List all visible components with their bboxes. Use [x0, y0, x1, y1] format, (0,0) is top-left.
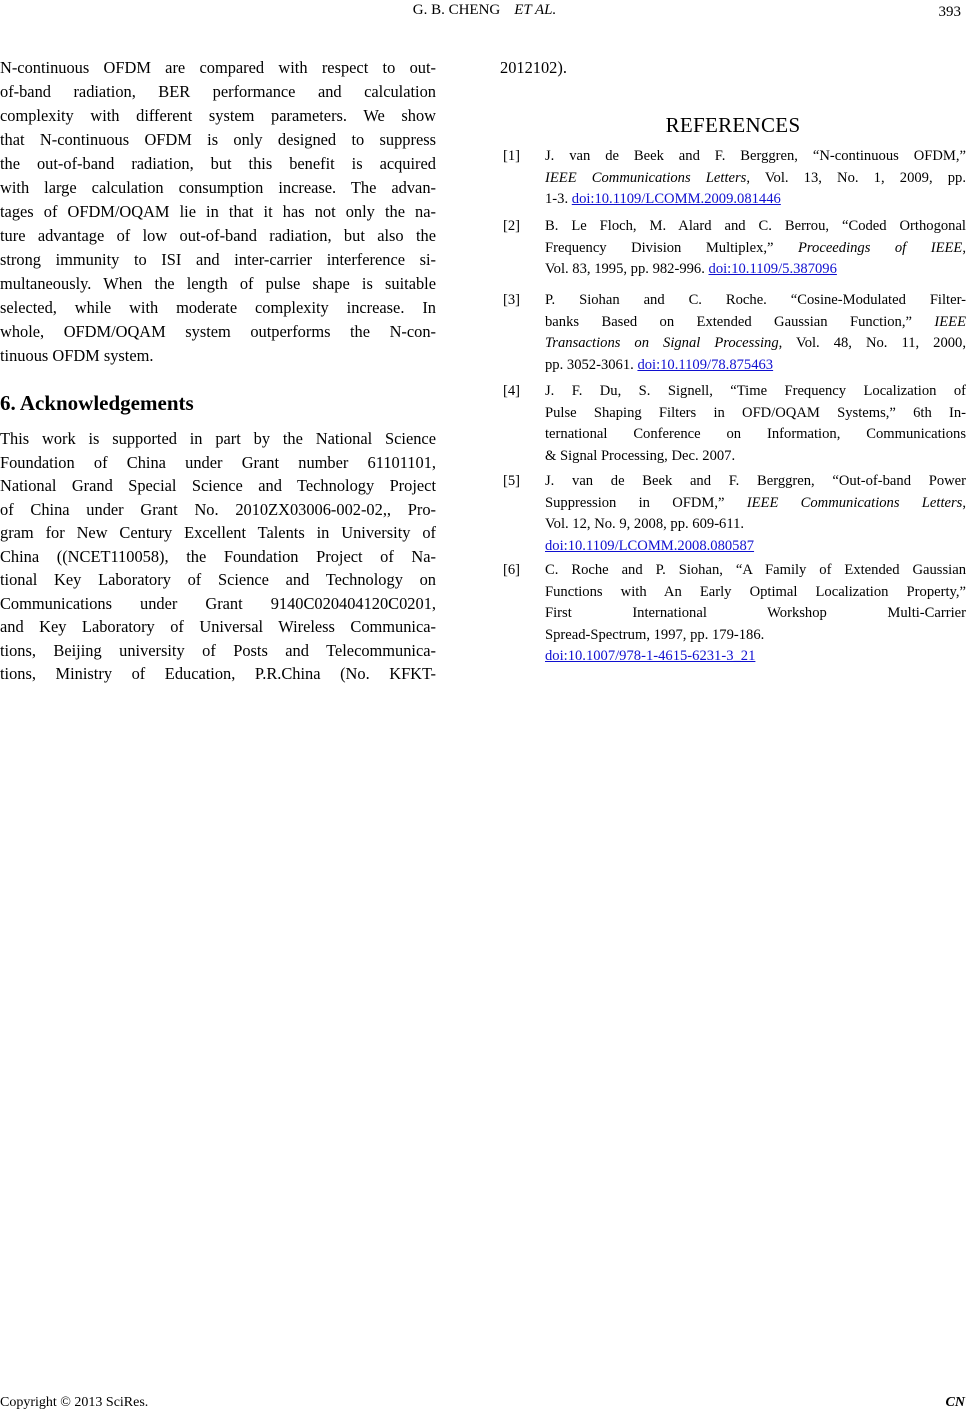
reference-item: [500, 560, 966, 668]
reference-text: C. Roche and P. Siohan, “A Family of Extended Gaussian: [545, 562, 966, 578]
reference-number: [3]: [503, 292, 521, 308]
text-line: complexity with different system parameters. We show: [0, 106, 436, 125]
reference-line: [545, 493, 966, 515]
doi-link[interactable]: doi:10.1007/978-1-4615-6231-3_21: [545, 648, 756, 664]
text-line: selected, while with moderate complexity increase. In: [0, 298, 436, 317]
doi-link[interactable]: doi:10.1109/78.875463: [637, 356, 774, 373]
doi-link[interactable]: doi:10.1109/LCOMM.2009.081446: [571, 191, 781, 207]
reference-text: First International Workshop Multi-Carrier: [545, 605, 966, 621]
reference-line: [545, 403, 966, 425]
reference-line: [545, 238, 966, 260]
references-heading: REFERENCES: [665, 113, 801, 137]
reference-text: & Signal Processing, Dec. 2007.: [545, 447, 736, 464]
journal-title: IEEE Communications Letters: [746, 494, 963, 511]
reference-number: [1]: [503, 148, 521, 164]
reference-line: [545, 381, 966, 403]
reference-text: P. Siohan and C. Roche. “Cosine-Modulated Filter-: [545, 292, 966, 308]
text-line: tions, Beijing university of Posts and Telecommunica-: [0, 640, 436, 660]
reference-number: [2]: [503, 218, 521, 234]
reference-line: [545, 312, 966, 334]
reference-text: , Vol. 48, No. 11, 2000,: [778, 335, 966, 351]
text-line: N-continuous OFDM are compared with respect to out-: [0, 58, 436, 77]
text-line: ture advantage of low out-of-band radiation, but also the: [0, 226, 436, 245]
text-line: the out-of-band radiation, but this benefit is acquired: [0, 154, 436, 173]
reference-line: [545, 146, 966, 168]
reference-number: [4]: [503, 383, 521, 399]
reference-text: B. Le Floch, M. Alard and C. Berrou, “Coded Orthogonal: [545, 218, 966, 234]
reference-line: [545, 560, 966, 582]
journal-title: IEEE: [934, 313, 966, 330]
conclusion-paragraph: [0, 56, 436, 368]
text-line: of China under Grant No. 2010ZX03006-002-02,, Pro-: [0, 499, 436, 519]
text-line: tages of OFDM/OQAM lie in that it has not only the na-: [0, 202, 436, 221]
reference-text: banks Based on Extended Gaussian Function,”: [545, 313, 935, 330]
reference-text: J. F. Du, S. Signell, “Time Frequency Localization of: [545, 383, 966, 399]
page-number: 393: [938, 4, 961, 20]
text-line: gram for New Century Excellent Talents in University of: [0, 523, 436, 542]
text-line: with large calculation consumption increase. The advan-: [0, 178, 436, 197]
reference-text: , Vol. 13, No. 1, 2009, pp.: [746, 169, 966, 186]
reference-text: Vol. 83, 1995, pp. 982-996.: [545, 261, 709, 277]
text-line: that N-continuous OFDM is only designed to suppress: [0, 130, 436, 149]
reference-number: [5]: [503, 473, 521, 489]
journal-title: Proceedings of IEEE: [798, 239, 963, 256]
reference-line: [545, 168, 966, 190]
reference-line: [545, 646, 966, 668]
running-header: [0, 2, 969, 19]
reference-item: [500, 471, 966, 557]
reference-line: [545, 355, 966, 377]
text-line: and Key Laboratory of Universal Wireless Communica-: [0, 617, 436, 636]
reference-item: [500, 146, 966, 211]
reference-number: [6]: [503, 562, 521, 578]
reference-item: [500, 381, 966, 467]
reference-item: [500, 290, 966, 376]
text-line: of-band radiation, BER performance and calculation: [0, 82, 436, 101]
reference-text: ,: [962, 494, 966, 511]
reference-text: Spread-Spectrum, 1997, pp. 179-186.: [545, 626, 765, 643]
reference-line: [545, 259, 966, 281]
reference-line: [545, 446, 966, 468]
reference-line: [545, 625, 966, 647]
reference-text: pp. 3052-3061.: [545, 356, 638, 373]
journal-title: IEEE Communications Letters: [545, 169, 747, 186]
reference-text: Vol. 12, No. 9, 2008, pp. 609-611.: [545, 516, 745, 532]
header-authors: G. B. CHENG: [412, 2, 501, 18]
doi-link[interactable]: doi:10.1109/LCOMM.2008.080587: [545, 537, 755, 554]
reference-text: J. van de Beek and F. Berggren, “N-continuous OFDM,”: [545, 148, 966, 164]
acknowledgements-continuation: 2012102).: [500, 58, 567, 77]
text-line: whole, OFDM/OQAM system outperforms the N-con-: [0, 322, 436, 341]
text-line: National Grand Special Science and Technology Project: [0, 476, 436, 495]
reference-line: [545, 290, 966, 312]
acknowledgements-heading: 6. Acknowledgements: [0, 391, 194, 415]
journal-title: Transactions on Signal Processing: [545, 335, 779, 351]
reference-line: [545, 216, 966, 238]
acknowledgements-paragraph: [0, 427, 436, 686]
reference-text: Pulse Shaping Filters in OFD/OQAM Systems,” 6th In-: [545, 404, 966, 421]
reference-item: [500, 216, 966, 281]
footer-copyright: Copyright © 2013 SciRes.: [0, 1395, 149, 1410]
reference-text: ternational Conference on Information, Communications: [545, 426, 966, 442]
text-line: tional Key Laboratory of Science and Technology on: [0, 570, 436, 589]
reference-line: [545, 471, 966, 493]
reference-line: [545, 333, 966, 355]
reference-text: 1-3.: [545, 191, 572, 207]
text-line: tions, Ministry of Education, P.R.China (No. KFKT-: [0, 664, 436, 683]
reference-line: [545, 536, 966, 558]
text-line: tinuous OFDM system.: [0, 346, 154, 365]
text-line: This work is supported in part by the National Science: [0, 429, 436, 448]
reference-text: Frequency Division Multiplex,”: [545, 239, 798, 256]
text-line: Communications under Grant 9140C020404120C0201,: [0, 593, 436, 613]
header-et-al: ET AL.: [514, 2, 557, 18]
reference-line: [545, 424, 966, 446]
text-line: strong immunity to ISI and inter-carrier interference si-: [0, 250, 436, 269]
text-line: multaneously. When the length of pulse shape is suitable: [0, 274, 436, 293]
reference-line: [545, 514, 966, 536]
doi-link[interactable]: doi:10.1109/5.387096: [708, 261, 837, 277]
reference-line: [545, 582, 966, 604]
reference-text: ,: [962, 239, 966, 256]
text-line: Foundation of China under Grant number 61101101,: [0, 452, 436, 472]
reference-line: [545, 189, 966, 211]
reference-text: Functions with An Early Optimal Localization Property,”: [545, 583, 966, 600]
footer-journal: CN: [945, 1395, 965, 1410]
reference-text: Suppression in OFDM,”: [545, 494, 747, 511]
reference-line: [545, 603, 966, 625]
reference-text: J. van de Beek and F. Berggren, “Out-of-band Power: [545, 473, 966, 489]
text-line: China ((NCET110058), the Foundation Project of Na-: [0, 546, 436, 566]
